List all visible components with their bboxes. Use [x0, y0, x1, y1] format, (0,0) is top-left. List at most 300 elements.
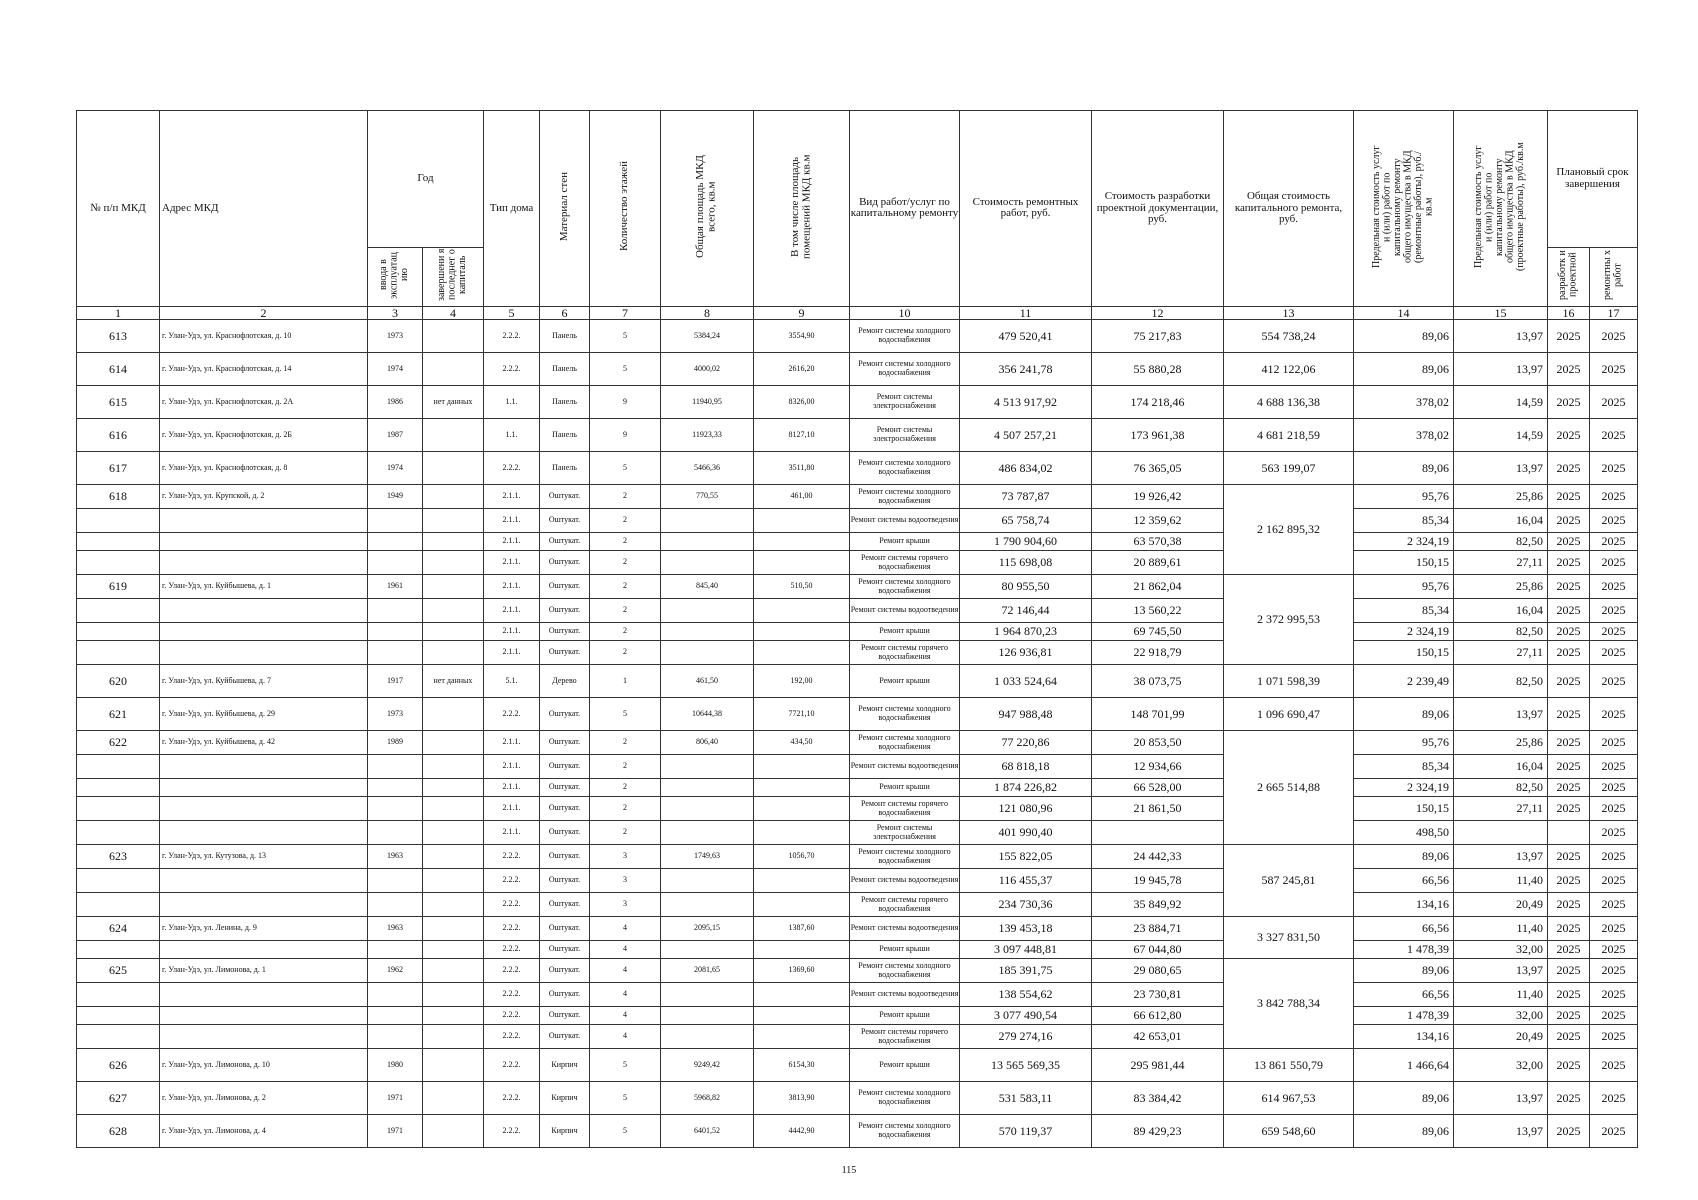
deadline-design-cell: 2025 [1548, 845, 1590, 869]
total-area-cell: 9249,42 [661, 1049, 754, 1082]
wall-material-cell: Кирпич [540, 1115, 590, 1148]
address-cell [160, 1007, 368, 1025]
address-cell [160, 755, 368, 779]
address-cell [160, 551, 368, 575]
address-cell: г. Улан-Удэ, ул. Краснофлотская, д. 8 [160, 452, 368, 485]
column-number: 6 [540, 306, 590, 320]
design-cost-cell: 21 861,50 [1092, 797, 1224, 821]
house-type-cell: 2.2.2. [484, 1115, 540, 1148]
deadline-repair-cell: 2025 [1590, 893, 1638, 917]
total-cost-cell: 2 162 895,32 [1224, 485, 1354, 575]
design-cost-cell: 63 570,38 [1092, 533, 1224, 551]
table-row [77, 551, 1638, 575]
address-cell: г. Улан-Удэ, ул. Краснофлотская, д. 2Б [160, 419, 368, 452]
total-area-cell [661, 779, 754, 797]
limit-repair-cell: 2 239,49 [1354, 665, 1454, 698]
year-last-repair-cell [423, 959, 484, 983]
floors-cell: 5 [590, 452, 661, 485]
design-cost-cell: 55 880,28 [1092, 353, 1224, 386]
address-cell: г. Улан-Удэ, ул. Лимонова, д. 1 [160, 959, 368, 983]
deadline-repair-cell: 2025 [1590, 698, 1638, 731]
address-cell: г. Улан-Удэ, ул. Ленина, д. 9 [160, 917, 368, 941]
year-last-repair-cell [423, 1025, 484, 1049]
total-area-cell: 5968,82 [661, 1082, 754, 1115]
wall-material-cell: Оштукат. [540, 821, 590, 845]
repair-cost-cell: 1 790 904,60 [960, 533, 1092, 551]
house-type-cell: 2.1.1. [484, 533, 540, 551]
design-cost-cell: 148 701,99 [1092, 698, 1224, 731]
floors-cell: 2 [590, 551, 661, 575]
wall-material-cell: Оштукат. [540, 779, 590, 797]
address-cell [160, 893, 368, 917]
design-cost-cell: 22 918,79 [1092, 641, 1224, 665]
deadline-design-cell: 2025 [1548, 533, 1590, 551]
wall-material-cell: Оштукат. [540, 575, 590, 599]
deadline-design-cell: 2025 [1548, 386, 1590, 419]
house-type-cell: 2.1.1. [484, 575, 540, 599]
table-row [77, 641, 1638, 665]
limit-design-cell: 20,49 [1454, 1025, 1548, 1049]
header-year-commissioning: ввода в эксплуатац ию [368, 248, 423, 307]
address-cell [160, 869, 368, 893]
limit-repair-cell: 85,34 [1354, 599, 1454, 623]
column-number: 1 [77, 306, 160, 320]
address-cell [160, 509, 368, 533]
column-number: 8 [661, 306, 754, 320]
design-cost-cell: 19 926,42 [1092, 485, 1224, 509]
year-last-repair-cell: нет данных [423, 386, 484, 419]
table-row [77, 485, 1638, 509]
total-area-cell: 806,40 [661, 731, 754, 755]
limit-repair-cell: 134,16 [1354, 893, 1454, 917]
total-cost-cell: 614 967,53 [1224, 1082, 1354, 1115]
header-mkd-number: № п/п МКД [77, 111, 160, 307]
total-area-cell [661, 755, 754, 779]
limit-repair-cell: 134,16 [1354, 1025, 1454, 1049]
total-cost-cell: 13 861 550,79 [1224, 1049, 1354, 1082]
premises-area-cell [754, 551, 850, 575]
year-last-repair-cell [423, 1115, 484, 1148]
limit-repair-cell: 150,15 [1354, 641, 1454, 665]
year-last-repair-cell: нет данных [423, 665, 484, 698]
work-type-cell: Ремонт системы холодного водоснабжения [850, 959, 960, 983]
year-commissioning-cell: 1974 [368, 353, 423, 386]
mkd-number-cell [77, 779, 160, 797]
year-commissioning-cell [368, 1025, 423, 1049]
repair-cost-cell: 401 990,40 [960, 821, 1092, 845]
deadline-design-cell: 2025 [1548, 575, 1590, 599]
mkd-number-cell: 626 [77, 1049, 160, 1082]
header-floors: Количество этажей [590, 111, 661, 307]
limit-repair-cell: 89,06 [1354, 1082, 1454, 1115]
deadline-repair-cell: 2025 [1590, 419, 1638, 452]
floors-cell: 2 [590, 509, 661, 533]
deadline-repair-cell: 2025 [1590, 845, 1638, 869]
year-commissioning-cell: 1980 [368, 1049, 423, 1082]
deadline-repair-cell: 2025 [1590, 1049, 1638, 1082]
year-last-repair-cell [423, 917, 484, 941]
work-type-cell: Ремонт системы холодного водоснабжения [850, 845, 960, 869]
column-number: 11 [960, 306, 1092, 320]
premises-area-cell [754, 821, 850, 845]
wall-material-cell: Оштукат. [540, 623, 590, 641]
floors-cell: 2 [590, 623, 661, 641]
mkd-number-cell [77, 983, 160, 1007]
repair-cost-cell: 13 565 569,35 [960, 1049, 1092, 1082]
address-cell: г. Улан-Удэ, ул. Краснофлотская, д. 14 [160, 353, 368, 386]
year-last-repair-cell [423, 983, 484, 1007]
year-commissioning-cell [368, 533, 423, 551]
floors-cell: 2 [590, 821, 661, 845]
table-row [77, 869, 1638, 893]
year-last-repair-cell [423, 1049, 484, 1082]
table-row [77, 353, 1638, 386]
deadline-repair-cell: 2025 [1590, 623, 1638, 641]
deadline-design-cell: 2025 [1548, 419, 1590, 452]
table-row [77, 821, 1638, 845]
header-repair-cost: Стоимость ремонтных работ, руб. [960, 111, 1092, 307]
deadline-design-cell: 2025 [1548, 869, 1590, 893]
year-last-repair-cell [423, 485, 484, 509]
deadline-repair-cell: 2025 [1590, 665, 1638, 698]
limit-repair-cell: 66,56 [1354, 917, 1454, 941]
floors-cell: 9 [590, 419, 661, 452]
header-design-cost: Стоимость разработки проектной документации, руб. [1092, 111, 1224, 307]
table-row [77, 1115, 1638, 1148]
deadline-design-cell: 2025 [1548, 1082, 1590, 1115]
work-type-cell: Ремонт системы холодного водоснабжения [850, 1082, 960, 1115]
limit-design-cell: 82,50 [1454, 779, 1548, 797]
repair-cost-cell: 80 955,50 [960, 575, 1092, 599]
year-last-repair-cell [423, 821, 484, 845]
column-number: 5 [484, 306, 540, 320]
deadline-repair-cell: 2025 [1590, 779, 1638, 797]
floors-cell: 2 [590, 533, 661, 551]
wall-material-cell: Панель [540, 386, 590, 419]
limit-repair-cell: 95,76 [1354, 731, 1454, 755]
address-cell: г. Улан-Удэ, ул. Лимонова, д. 2 [160, 1082, 368, 1115]
limit-repair-cell: 85,34 [1354, 755, 1454, 779]
wall-material-cell: Кирпич [540, 1049, 590, 1082]
deadline-design-cell [1548, 821, 1590, 845]
header-deadline-repair: ремонтны х работ [1590, 248, 1638, 307]
limit-design-cell: 11,40 [1454, 869, 1548, 893]
premises-area-cell: 1056,70 [754, 845, 850, 869]
total-area-cell: 10644,38 [661, 698, 754, 731]
year-last-repair-cell [423, 797, 484, 821]
premises-area-cell [754, 1025, 850, 1049]
premises-area-cell [754, 533, 850, 551]
limit-repair-cell: 498,50 [1354, 821, 1454, 845]
header-work-type: Вид работ/услуг по капитальному ремонту [850, 111, 960, 307]
column-number: 9 [754, 306, 850, 320]
deadline-repair-cell: 2025 [1590, 959, 1638, 983]
floors-cell: 2 [590, 779, 661, 797]
column-number: 12 [1092, 306, 1224, 320]
wall-material-cell: Панель [540, 452, 590, 485]
deadline-design-cell: 2025 [1548, 599, 1590, 623]
table-row [77, 698, 1638, 731]
design-cost-cell: 295 981,44 [1092, 1049, 1224, 1082]
design-cost-cell: 38 073,75 [1092, 665, 1224, 698]
year-last-repair-cell [423, 452, 484, 485]
column-number: 2 [160, 306, 368, 320]
table-row [77, 509, 1638, 533]
repair-cost-cell: 138 554,62 [960, 983, 1092, 1007]
year-commissioning-cell [368, 755, 423, 779]
address-cell: г. Улан-Удэ, ул. Куйбышева, д. 1 [160, 575, 368, 599]
deadline-repair-cell: 2025 [1590, 821, 1638, 845]
mkd-number-cell: 624 [77, 917, 160, 941]
house-type-cell: 2.2.2. [484, 452, 540, 485]
design-cost-cell: 66 528,00 [1092, 779, 1224, 797]
repair-cost-cell: 486 834,02 [960, 452, 1092, 485]
premises-area-cell [754, 623, 850, 641]
mkd-number-cell: 628 [77, 1115, 160, 1148]
deadline-repair-cell: 2025 [1590, 386, 1638, 419]
header-wall-material: Материал стен [540, 111, 590, 307]
design-cost-cell: 69 745,50 [1092, 623, 1224, 641]
total-area-cell: 461,50 [661, 665, 754, 698]
total-cost-cell: 4 688 136,38 [1224, 386, 1354, 419]
house-type-cell: 2.2.2. [484, 1049, 540, 1082]
floors-cell: 5 [590, 353, 661, 386]
table-row [77, 665, 1638, 698]
floors-cell: 2 [590, 641, 661, 665]
year-last-repair-cell [423, 869, 484, 893]
table-row [77, 941, 1638, 959]
year-commissioning-cell: 1974 [368, 452, 423, 485]
column-number: 13 [1224, 306, 1354, 320]
header-planned-deadline: Плановый срок завершения [1548, 111, 1638, 248]
premises-area-cell [754, 893, 850, 917]
floors-cell: 3 [590, 869, 661, 893]
total-area-cell [661, 599, 754, 623]
work-type-cell: Ремонт системы холодного водоснабжения [850, 320, 960, 353]
house-type-cell: 2.1.1. [484, 509, 540, 533]
capital-repair-table [76, 110, 1638, 1148]
mkd-number-cell [77, 941, 160, 959]
total-area-cell: 6401,52 [661, 1115, 754, 1148]
deadline-design-cell: 2025 [1548, 755, 1590, 779]
floors-cell: 2 [590, 575, 661, 599]
house-type-cell: 2.1.1. [484, 599, 540, 623]
premises-area-cell: 3511,80 [754, 452, 850, 485]
table-row [77, 623, 1638, 641]
deadline-repair-cell: 2025 [1590, 641, 1638, 665]
total-area-cell: 11940,95 [661, 386, 754, 419]
table-row [77, 575, 1638, 599]
table-row [77, 755, 1638, 779]
repair-cost-cell: 1 033 524,64 [960, 665, 1092, 698]
mkd-number-cell [77, 533, 160, 551]
total-cost-cell: 563 199,07 [1224, 452, 1354, 485]
deadline-repair-cell: 2025 [1590, 1007, 1638, 1025]
limit-design-cell: 27,11 [1454, 641, 1548, 665]
deadline-repair-cell: 2025 [1590, 551, 1638, 575]
floors-cell: 4 [590, 917, 661, 941]
house-type-cell: 2.1.1. [484, 641, 540, 665]
address-cell [160, 623, 368, 641]
year-commissioning-cell [368, 509, 423, 533]
mkd-number-cell: 622 [77, 731, 160, 755]
limit-design-cell: 25,86 [1454, 575, 1548, 599]
repair-cost-cell: 4 507 257,21 [960, 419, 1092, 452]
floors-cell: 2 [590, 731, 661, 755]
deadline-design-cell: 2025 [1548, 797, 1590, 821]
year-last-repair-cell [423, 575, 484, 599]
total-area-cell [661, 509, 754, 533]
limit-repair-cell: 85,34 [1354, 509, 1454, 533]
repair-cost-cell: 234 730,36 [960, 893, 1092, 917]
table-row [77, 419, 1638, 452]
repair-cost-cell: 1 874 226,82 [960, 779, 1092, 797]
work-type-cell: Ремонт крыши [850, 941, 960, 959]
header-year-last-repair: завершени я последнег о капиталь [423, 248, 484, 307]
premises-area-cell: 192,00 [754, 665, 850, 698]
deadline-design-cell: 2025 [1548, 1007, 1590, 1025]
limit-design-cell: 13,97 [1454, 959, 1548, 983]
repair-cost-cell: 155 822,05 [960, 845, 1092, 869]
premises-area-cell: 6154,30 [754, 1049, 850, 1082]
page-number: 115 [841, 1165, 857, 1176]
floors-cell: 2 [590, 755, 661, 779]
floors-cell: 5 [590, 1115, 661, 1148]
house-type-cell: 2.2.2. [484, 917, 540, 941]
deadline-design-cell: 2025 [1548, 779, 1590, 797]
limit-design-cell: 16,04 [1454, 509, 1548, 533]
total-area-cell: 11923,33 [661, 419, 754, 452]
deadline-repair-cell: 2025 [1590, 452, 1638, 485]
table-row [77, 533, 1638, 551]
floors-cell: 9 [590, 386, 661, 419]
wall-material-cell: Оштукат. [540, 1007, 590, 1025]
mkd-number-cell: 619 [77, 575, 160, 599]
work-type-cell: Ремонт системы холодного водоснабжения [850, 452, 960, 485]
table-row [77, 983, 1638, 1007]
deadline-repair-cell: 2025 [1590, 320, 1638, 353]
total-area-cell [661, 623, 754, 641]
table-row [77, 452, 1638, 485]
repair-cost-cell: 77 220,86 [960, 731, 1092, 755]
total-cost-cell: 1 096 690,47 [1224, 698, 1354, 731]
design-cost-cell: 23 884,71 [1092, 917, 1224, 941]
work-type-cell: Ремонт системы холодного водоснабжения [850, 1115, 960, 1148]
repair-cost-cell: 73 787,87 [960, 485, 1092, 509]
design-cost-cell: 83 384,42 [1092, 1082, 1224, 1115]
year-commissioning-cell [368, 779, 423, 797]
year-commissioning-cell: 1949 [368, 485, 423, 509]
premises-area-cell [754, 797, 850, 821]
wall-material-cell: Оштукат. [540, 533, 590, 551]
premises-area-cell: 434,50 [754, 731, 850, 755]
house-type-cell: 2.1.1. [484, 779, 540, 797]
repair-cost-cell: 531 583,11 [960, 1082, 1092, 1115]
deadline-design-cell: 2025 [1548, 485, 1590, 509]
table-row [77, 845, 1638, 869]
mkd-number-cell: 618 [77, 485, 160, 509]
premises-area-cell: 3813,90 [754, 1082, 850, 1115]
column-number: 14 [1354, 306, 1454, 320]
total-area-cell [661, 551, 754, 575]
house-type-cell: 2.1.1. [484, 623, 540, 641]
premises-area-cell [754, 509, 850, 533]
address-cell: г. Улан-Удэ, ул. Куйбышева, д. 42 [160, 731, 368, 755]
house-type-cell: 2.1.1. [484, 485, 540, 509]
wall-material-cell: Оштукат. [540, 893, 590, 917]
mkd-number-cell [77, 893, 160, 917]
work-type-cell: Ремонт системы электроснабжения [850, 419, 960, 452]
house-type-cell: 2.2.2. [484, 353, 540, 386]
work-type-cell: Ремонт системы горячего водоснабжения [850, 551, 960, 575]
mkd-number-cell [77, 623, 160, 641]
design-cost-cell: 173 961,38 [1092, 419, 1224, 452]
premises-area-cell [754, 1007, 850, 1025]
address-cell [160, 797, 368, 821]
limit-repair-cell: 95,76 [1354, 485, 1454, 509]
year-commissioning-cell [368, 821, 423, 845]
total-area-cell [661, 941, 754, 959]
mkd-number-cell [77, 641, 160, 665]
deadline-repair-cell: 2025 [1590, 797, 1638, 821]
work-type-cell: Ремонт крыши [850, 1049, 960, 1082]
work-type-cell: Ремонт системы холодного водоснабжения [850, 731, 960, 755]
floors-cell: 3 [590, 845, 661, 869]
work-type-cell: Ремонт системы водоотведения [850, 983, 960, 1007]
limit-repair-cell: 378,02 [1354, 419, 1454, 452]
wall-material-cell: Оштукат. [540, 755, 590, 779]
premises-area-cell [754, 599, 850, 623]
total-cost-cell: 1 071 598,39 [1224, 665, 1354, 698]
column-number: 7 [590, 306, 661, 320]
design-cost-cell: 75 217,83 [1092, 320, 1224, 353]
repair-cost-cell: 115 698,08 [960, 551, 1092, 575]
address-cell [160, 641, 368, 665]
year-last-repair-cell [423, 641, 484, 665]
floors-cell: 4 [590, 959, 661, 983]
repair-cost-cell: 479 520,41 [960, 320, 1092, 353]
table-row [77, 917, 1638, 941]
year-last-repair-cell [423, 755, 484, 779]
year-commissioning-cell [368, 1007, 423, 1025]
mkd-number-cell [77, 869, 160, 893]
total-area-cell: 845,40 [661, 575, 754, 599]
wall-material-cell: Оштукат. [540, 509, 590, 533]
header-total-cost: Общая стоимость капитального ремонта, руб. [1224, 111, 1354, 307]
deadline-repair-cell: 2025 [1590, 533, 1638, 551]
work-type-cell: Ремонт системы водоотведения [850, 755, 960, 779]
header-premises-area: В том числе площадь помещений МКД кв.м [754, 111, 850, 307]
total-area-cell: 5384,24 [661, 320, 754, 353]
mkd-number-cell [77, 551, 160, 575]
wall-material-cell: Оштукат. [540, 941, 590, 959]
design-cost-cell: 76 365,05 [1092, 452, 1224, 485]
address-cell: г. Улан-Удэ, ул. Кутузова, д. 13 [160, 845, 368, 869]
limit-repair-cell: 89,06 [1354, 452, 1454, 485]
premises-area-cell: 8127,10 [754, 419, 850, 452]
limit-repair-cell: 89,06 [1354, 845, 1454, 869]
design-cost-cell: 13 560,22 [1092, 599, 1224, 623]
year-commissioning-cell: 1971 [368, 1115, 423, 1148]
deadline-repair-cell: 2025 [1590, 599, 1638, 623]
house-type-cell: 2.2.2. [484, 698, 540, 731]
column-number: 4 [423, 306, 484, 320]
house-type-cell: 1.1. [484, 419, 540, 452]
limit-design-cell: 82,50 [1454, 665, 1548, 698]
limit-design-cell: 32,00 [1454, 1049, 1548, 1082]
limit-design-cell: 25,86 [1454, 731, 1548, 755]
total-cost-cell: 3 842 788,34 [1224, 959, 1354, 1049]
